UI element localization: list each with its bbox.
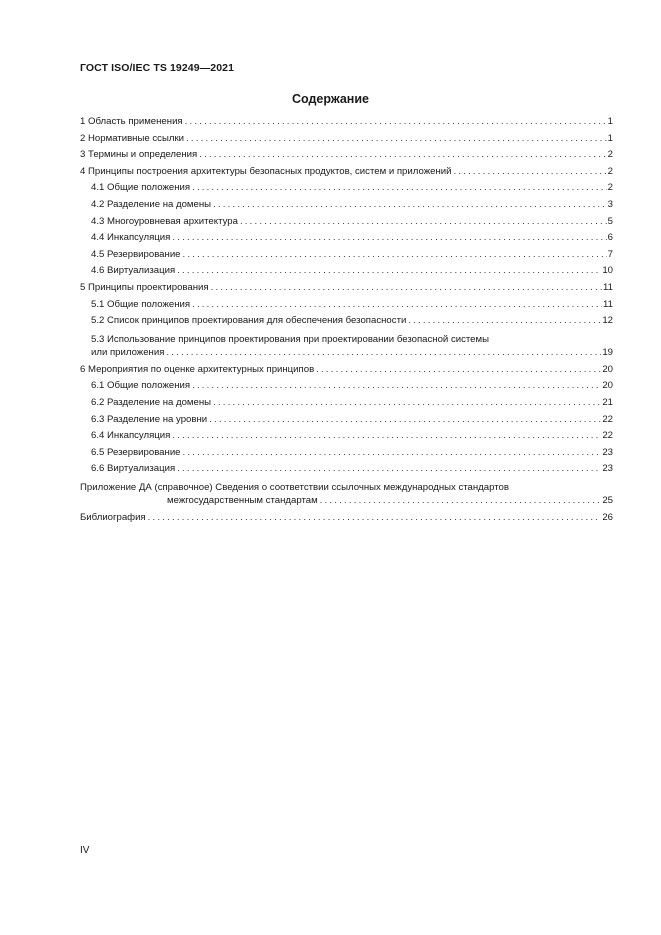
toc-leader-dots [192, 180, 607, 197]
toc-leader-dots [453, 164, 606, 181]
toc-entry[interactable] [80, 263, 613, 280]
toc-entry[interactable] [80, 445, 613, 462]
toc-entry-title: 5.1 Общие положения [91, 298, 191, 310]
toc-entry-title-line2: межгосударственным стандартам [167, 494, 318, 506]
toc-entry-page: 2 [607, 182, 613, 194]
toc-entry-page: 22 [602, 430, 613, 442]
toc-leader-dots [192, 378, 601, 395]
toc-entry[interactable] [80, 197, 613, 214]
toc-leader-dots [172, 230, 606, 247]
toc-entry-title: 2 Нормативные ссылки [80, 132, 185, 144]
toc-entry[interactable] [80, 362, 613, 379]
toc-leader-dots [408, 313, 601, 330]
toc-entry[interactable] [80, 297, 613, 314]
toc-entry[interactable] [80, 214, 613, 231]
toc-entry-title: Библиография [80, 511, 146, 523]
toc-entry[interactable] [80, 280, 613, 297]
toc-leader-dots [172, 428, 601, 445]
toc-entry-title: 4.4 Инкапсуляция [91, 232, 171, 244]
toc-entry-page: 23 [602, 463, 613, 475]
toc-leader-dots [183, 247, 607, 264]
toc-entry-title-line2: или приложения [91, 346, 165, 358]
toc-entry[interactable] [80, 164, 613, 181]
toc-leader-dots [186, 131, 607, 148]
toc-entry-title: 6.3 Разделение на уровни [91, 413, 208, 425]
toc-leader-dots [316, 362, 601, 379]
toc-entry[interactable] [80, 330, 613, 362]
toc-entry-page: 11 [603, 298, 613, 310]
toc-entry-page: 12 [602, 315, 613, 327]
toc-title: Содержание [291, 92, 369, 106]
toc-entry[interactable] [80, 428, 613, 445]
toc-entry-page: 2 [607, 149, 613, 161]
toc-leader-dots [320, 494, 602, 508]
toc-entry-title: 4 Принципы построения архитектуры безопасных продуктов, систем и приложений [80, 165, 452, 177]
toc-entry-title: 6.1 Общие положения [91, 380, 191, 392]
toc-entry[interactable] [80, 247, 613, 264]
toc-entry-page: 1 [607, 132, 613, 144]
toc-entry-title: 6 Мероприятия по оценке архитектурных принципов [80, 363, 315, 375]
toc-entry-title: 6.2 Разделение на домены [91, 396, 212, 408]
toc-leader-dots [148, 510, 602, 527]
toc-entry[interactable] [80, 180, 613, 197]
toc-leader-dots [213, 395, 601, 412]
toc-leader-dots [177, 461, 601, 478]
toc-entry-page: 7 [607, 248, 613, 260]
toc-leader-dots [183, 445, 602, 462]
toc-leader-dots [192, 297, 602, 314]
toc-entry[interactable] [80, 378, 613, 395]
toc-entry-title: 4.5 Резервирование [91, 248, 181, 260]
toc-entry-page: 5 [607, 215, 613, 227]
toc-leader-dots [209, 412, 601, 429]
toc-leader-dots [185, 114, 607, 131]
toc-entry[interactable] [80, 147, 613, 164]
toc-entry-title: 5 Принципы проектирования [80, 281, 209, 293]
toc-leader-dots [213, 197, 607, 214]
toc-leader-dots [166, 346, 601, 360]
toc-entry-title: 5.2 Список принципов проектирования для обеспечения безопасности [91, 315, 407, 327]
toc-entry-title: 4.1 Общие положения [91, 182, 191, 194]
toc-entry[interactable] [80, 114, 613, 131]
toc-entry-page: 11 [603, 281, 613, 293]
toc-entry-page: 21 [602, 396, 613, 408]
toc-entry[interactable] [80, 461, 613, 478]
toc-entry-title-line1: Приложение ДА (справочное) Сведения о соответствии ссылочных международных стандартов [80, 481, 509, 493]
toc-entry-page: 25 [602, 494, 613, 506]
toc-leader-dots [211, 280, 602, 297]
toc-entry-page: 10 [602, 265, 613, 277]
toc-entry[interactable] [80, 131, 613, 148]
toc-entry-title: 6.5 Резервирование [91, 446, 181, 458]
toc-entry-title: 6.4 Инкапсуляция [91, 430, 171, 442]
toc-leader-dots [177, 263, 601, 280]
table-of-contents [80, 114, 613, 526]
toc-entry[interactable] [80, 230, 613, 247]
toc-leader-dots [199, 147, 606, 164]
toc-entry-page: 3 [607, 198, 613, 210]
toc-entry-title: 4.6 Виртуализация [91, 265, 176, 277]
toc-entry-title: 4.3 Многоуровневая архитектура [91, 215, 238, 227]
toc-entry-page: 2 [607, 165, 613, 177]
toc-entry-page: 20 [602, 380, 613, 392]
toc-leader-dots [240, 214, 607, 231]
toc-entry-page: 19 [602, 346, 613, 358]
toc-entry-title: 4.2 Разделение на домены [91, 198, 212, 210]
toc-entry-title: 1 Область применения [80, 116, 183, 127]
toc-entry-page: 22 [602, 413, 613, 425]
toc-entry[interactable] [80, 510, 613, 527]
toc-entry[interactable] [80, 478, 613, 510]
document-header: ГОСТ ISO/IEC TS 19249—2021 [80, 62, 235, 74]
toc-entry-page: 26 [602, 511, 613, 523]
toc-entry[interactable] [80, 412, 613, 429]
toc-entry-title: 3 Термины и определения [80, 149, 198, 161]
page-number: IV [80, 845, 90, 856]
toc-entry-title: 6.6 Виртуализация [91, 463, 176, 475]
toc-entry[interactable] [80, 313, 613, 330]
toc-entry-page: 20 [602, 363, 613, 375]
toc-entry-page: 23 [602, 446, 613, 458]
toc-entry-page: 6 [607, 232, 613, 244]
toc-entry-title-line1: 5.3 Использование принципов проектирования при проектировании безопасной системы [91, 333, 490, 345]
toc-entry-page: 1 [607, 116, 613, 127]
toc-entry[interactable] [80, 395, 613, 412]
